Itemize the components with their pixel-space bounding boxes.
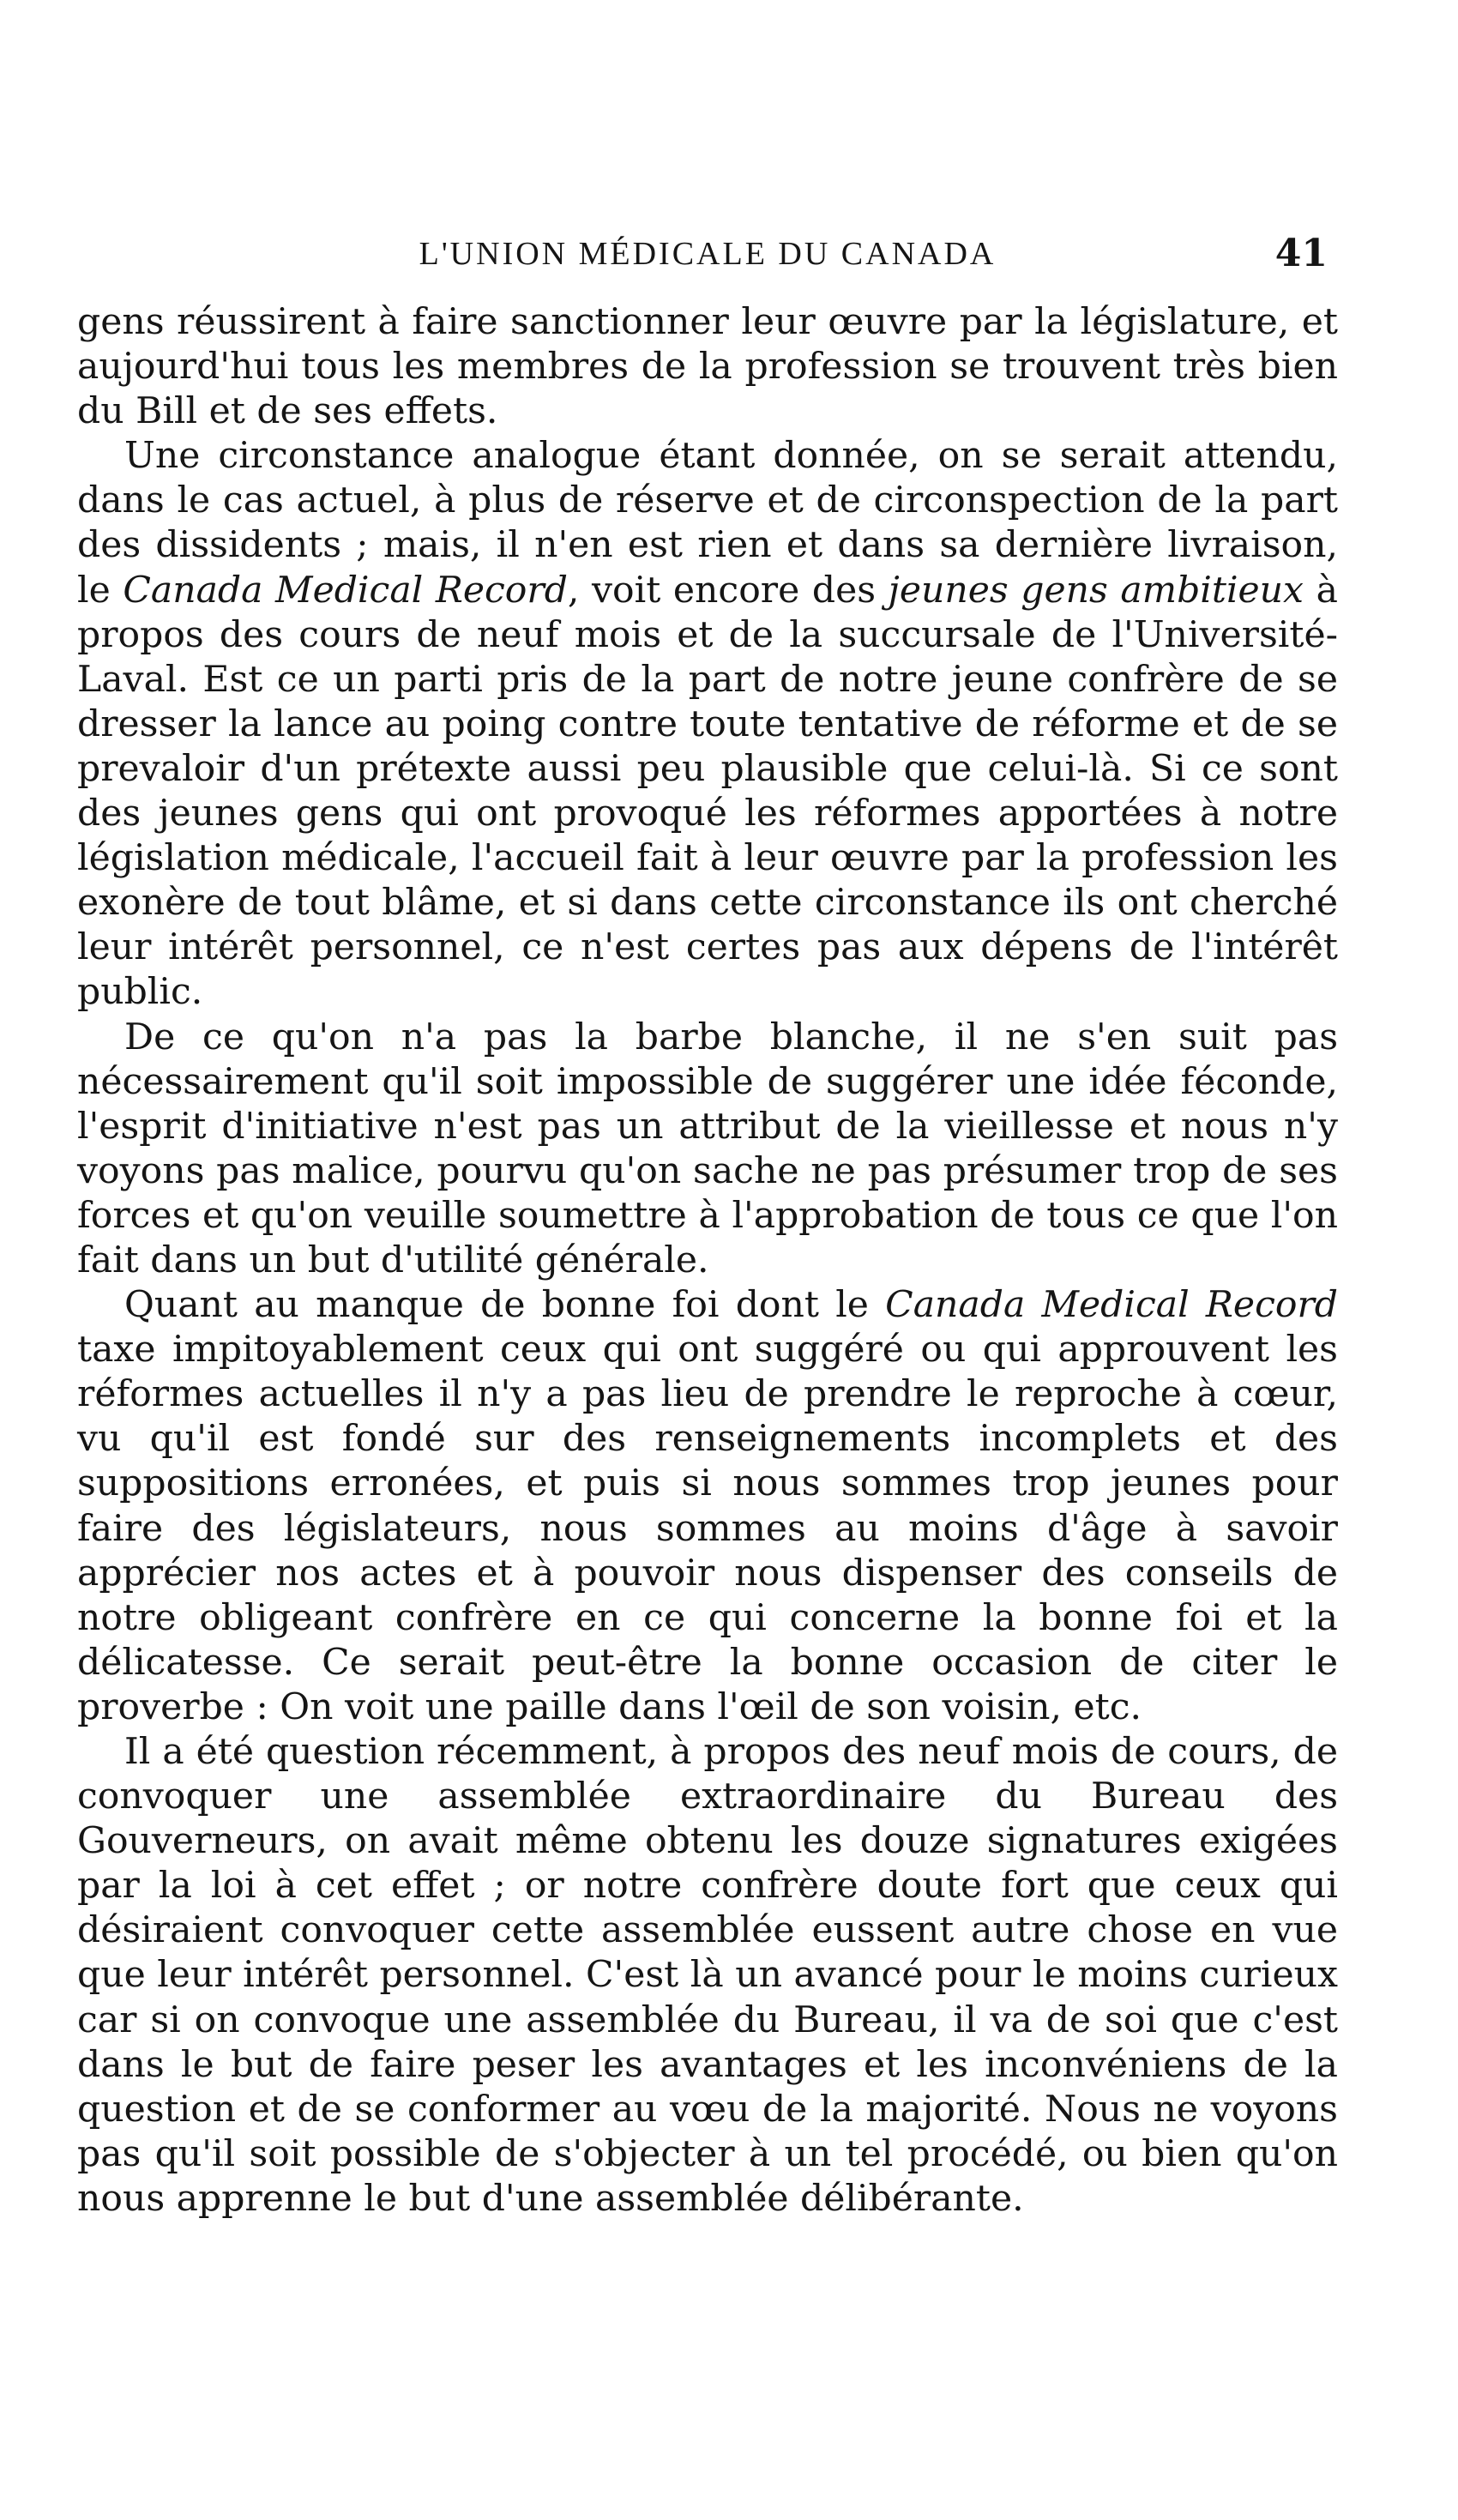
italic-phrase: jeunes gens ambitieux [888,569,1304,612]
paragraph [77,1283,1338,1730]
text-run: Il a été question récemment, à propos des neuf mois de cours, de convoquer une assemblée extraordinaire du Bureau des Gouverneurs, on avait même obtenu les douze signatures exigées par la loi à cet effet ; or notre confrère doute fort que ceux qui désiraient convoquer cette assemblée eussent autre chose en vue que leur intérêt personnel. C'est là un avancé pour le moins curieux car si on convoque une assemblée du Bureau, il va de soi que c'est dans le but de faire peser les avantages et les inconvéniens de la question et de se conformer au vœu de la majorité. Nous ne voyons pas qu'il soit possible de s'objecter à un tel procédé, ou bien qu'on nous apprenne le but d'une assemblée délibérante. [77,1731,1338,2220]
italic-title: Canada Medical Record [123,569,568,612]
body-text [77,300,1338,2222]
paragraph [77,1730,1338,2222]
text-run: gens réussirent à faire sanctionner leur œuvre par la législature, et aujourd'hui tous les membres de la profession se trouvent très bien du Bill et de ses effets. [77,301,1338,433]
page-number: 41 [1274,232,1328,275]
italic-title: Canada Medical Record [885,1284,1338,1327]
text-run: De ce qu'on n'a pas la barbe blanche, il ne s'en suit pas nécessairement qu'il soit impossible de suggérer une idée féconde, l'esprit d'initiative n'est pas un attribut de la vieillesse et nous n'y voyons pas malice, pourvu qu'on sache ne pas présumer trop de ses forces et qu'on veuille soumettre à l'approbation de tous ce que l'on fait dans un but d'utilité générale. [77,1016,1338,1281]
page [77,232,1338,2479]
text-run: Quant au manque de bonne foi dont le [124,1284,886,1327]
running-title: L'UNION MÉDICALE DU CANADA [419,236,997,272]
text-run: Une circonstance analogue étant donnée, on se serait attendu, dans le cas actuel, à plus de réserve et de circonspection de la part des dissidents ; mais, il n'en est rien et dans sa dernière livraison, le [77,435,1338,612]
paragraph [77,1016,1338,1284]
text-run: taxe impitoyablement ceux qui ont suggéré ou qui approuvent les réformes actuelles il n'y a pas lieu de prendre le reproche à cœur, vu qu'il est fondé sur des renseignements incomplets et des suppositions erronées, et puis si nous sommes trop jeunes pour faire des législateurs, nous sommes au moins d'âge à savoir apprécier nos actes et à pouvoir nous dispenser des conseils de notre obligeant confrère en ce qui concerne la bonne foi et la délicatesse. Ce serait peut-être la bonne occasion de citer le proverbe : On voit une paille dans l'œil de son voisin, etc. [77,1329,1338,1728]
text-run: à propos des cours de neuf mois et de la succursale de l'Université-Laval. Est ce un parti pris de la part de notre jeune confrère de se dresser la lance au poing contre toute tentative de réforme et de se prevaloir d'un prétexte aussi peu plausible que celui-là. Si ce sont des jeunes gens qui ont provoqué les réformes apportées à notre législation médicale, l'accueil fait à leur œuvre par la profession les exonère de tout blâme, et si dans cette circonstance ils ont cherché leur intérêt personnel, ce n'est certes pas aux dépens de l'intérêt public. [77,569,1338,1014]
paragraph [77,434,1338,1015]
page-header [77,232,1338,300]
paragraph [77,300,1338,434]
text-run: , voit encore des [567,569,889,612]
